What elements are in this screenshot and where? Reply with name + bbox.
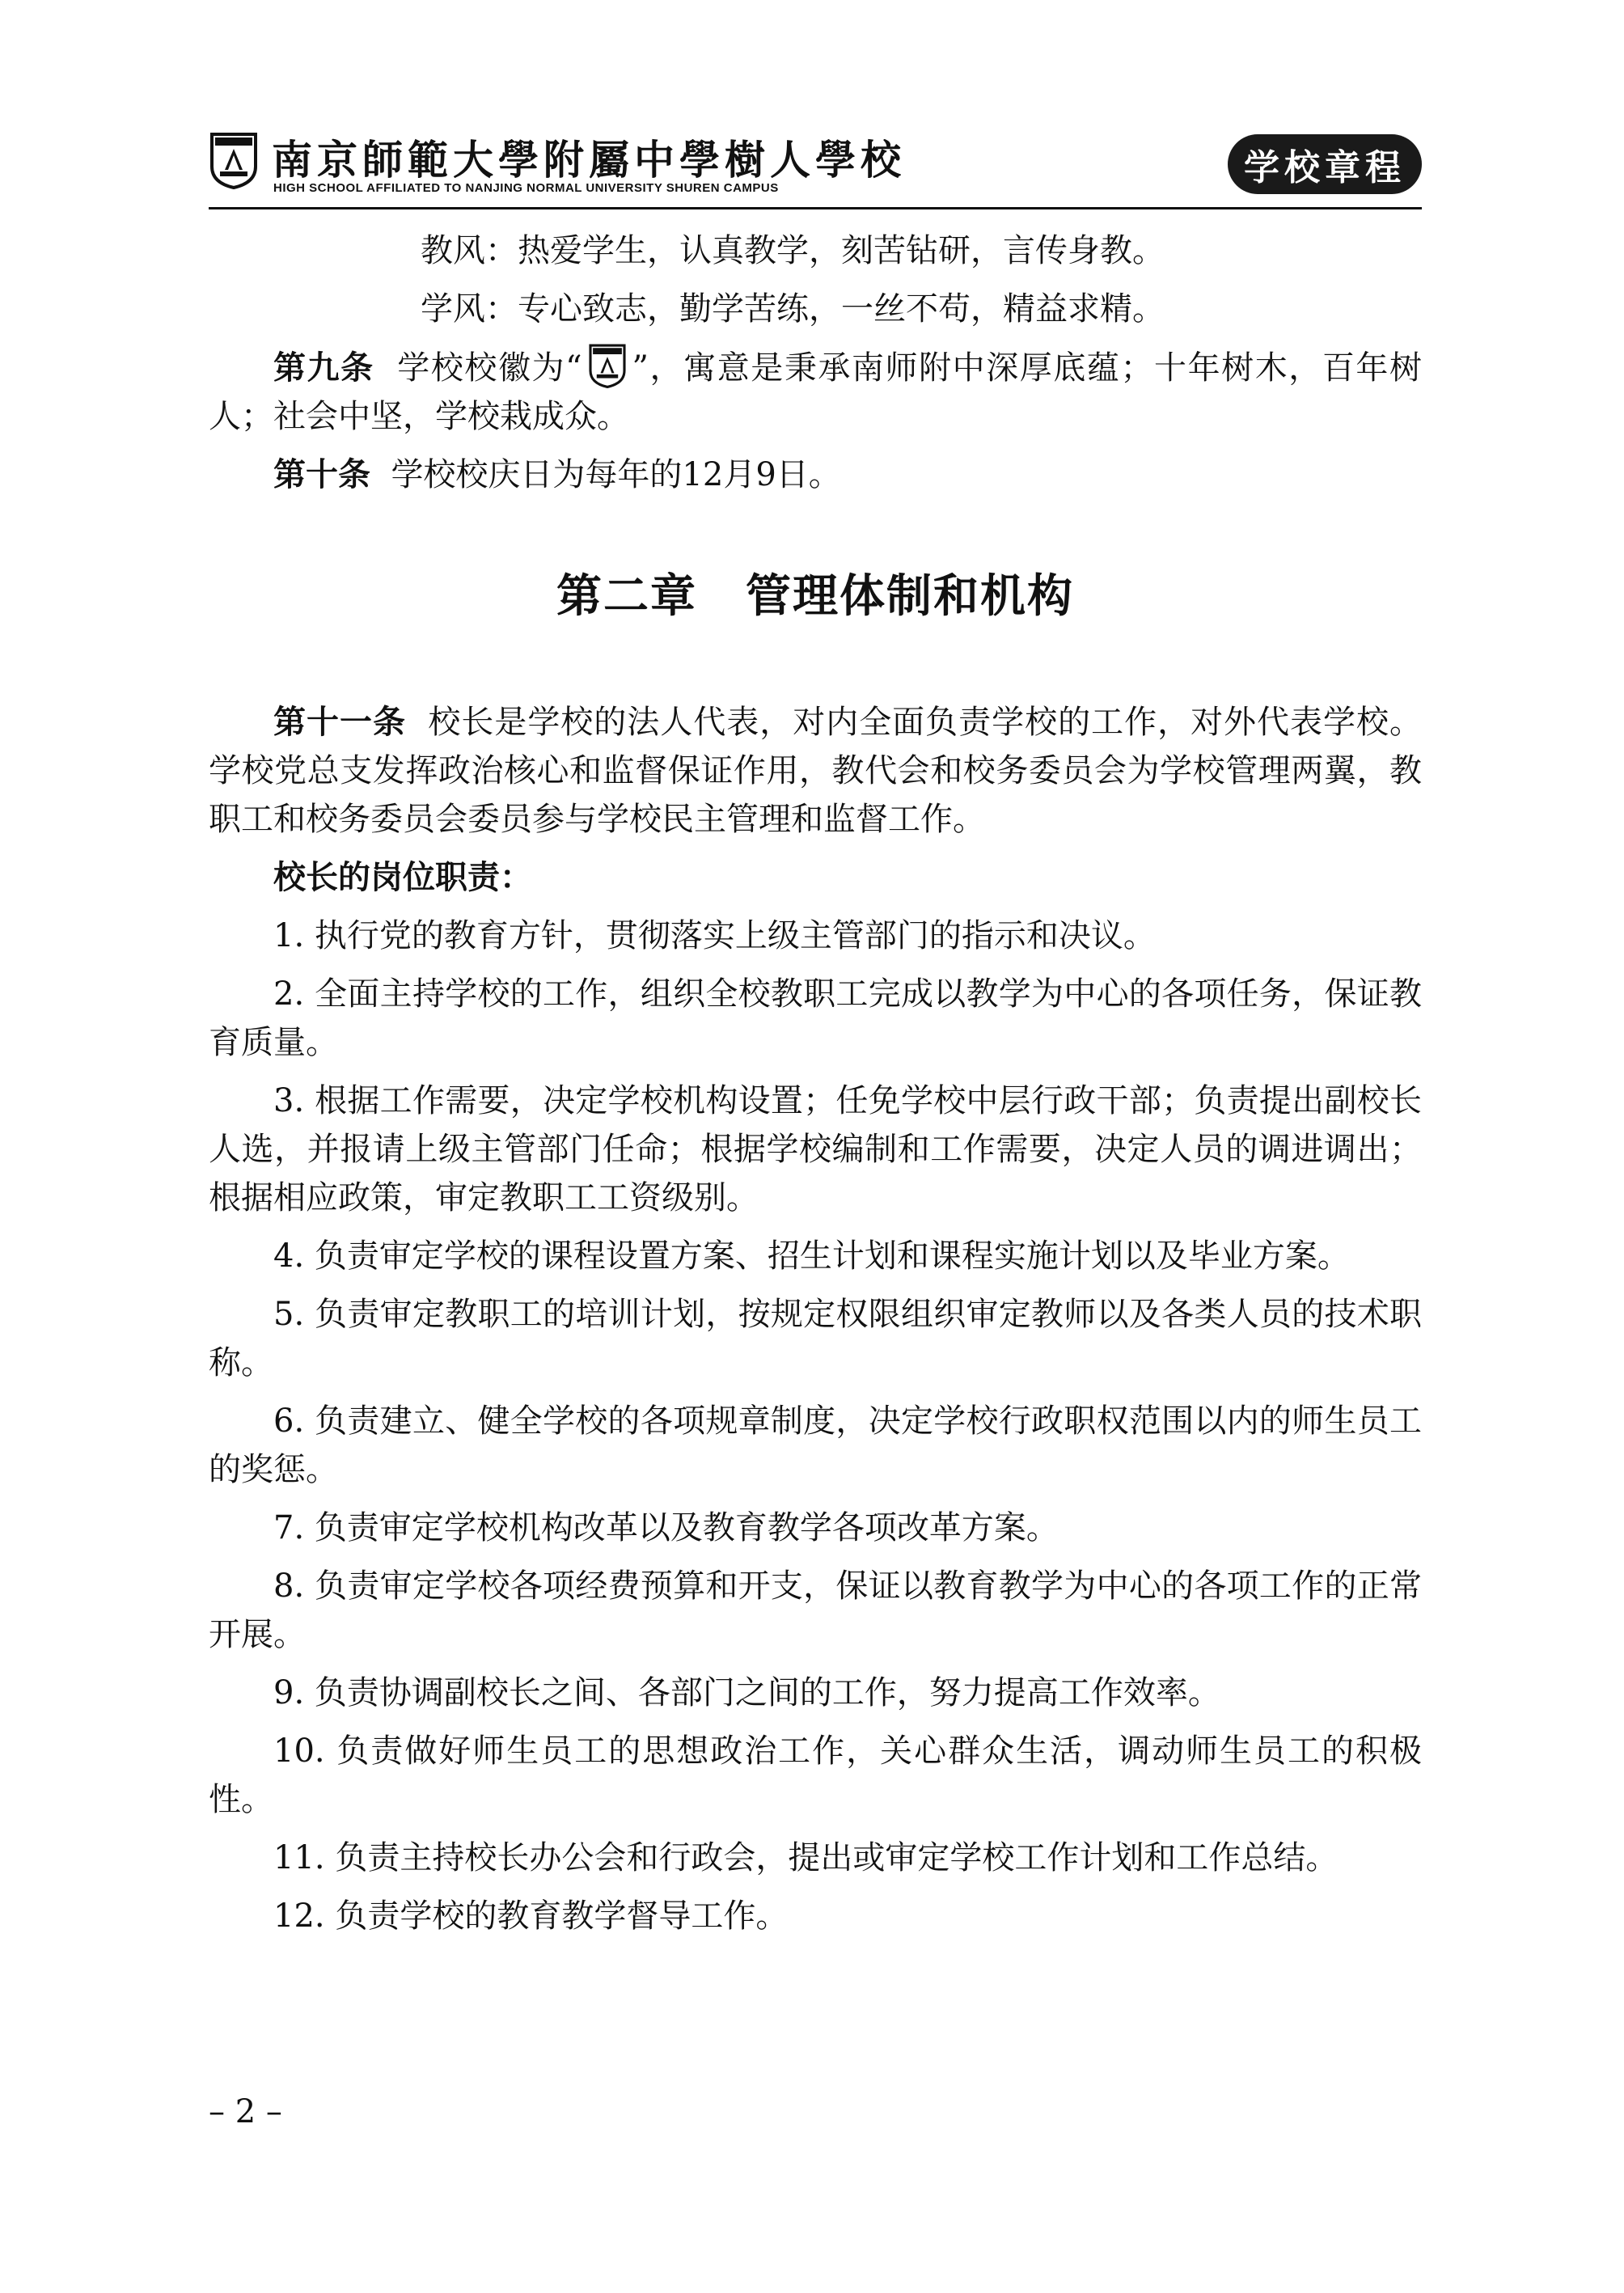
section-badge-label: 学校章程 bbox=[1244, 147, 1406, 188]
article-11 bbox=[209, 698, 1422, 844]
duty-item: 10. 负责做好师生员工的思想政治工作，关心群众生活，调动师生员工的积极性。 bbox=[209, 1732, 1422, 1818]
article-9-text-after: ”，寓意是秉承南师附中深厚底蕴；十年树木，百年树人；社会中坚，学校栽成众。 bbox=[209, 349, 1422, 435]
duty-item: 4. 负责审定学校的课程设置方案、招生计划和课程实施计划以及毕业方案。 bbox=[273, 1237, 1350, 1275]
article-9-text-before: 学校校徽为“ bbox=[397, 349, 582, 387]
chapter-title bbox=[209, 569, 1422, 623]
duty-item: 2. 全面主持学校的工作，组织全校教职工完成以教学为中心的各项任务，保证教育质量。 bbox=[209, 975, 1422, 1061]
page-header bbox=[209, 121, 1422, 210]
page-number: – 2 – bbox=[209, 2093, 282, 2130]
duty-item: 12. 负责学校的教育教学督导工作。 bbox=[273, 1897, 789, 1935]
duty-item: 11. 负责主持校长办公会和行政会，提出或审定学校工作计划和工作总结。 bbox=[273, 1839, 1339, 1876]
article-9-label: 第九条 bbox=[273, 349, 374, 387]
school-name-english: HIGH SCHOOL AFFILIATED TO NANJING NORMAL UNIVERSITY SHUREN CAMPUS bbox=[273, 181, 779, 195]
duty-item: 5. 负责审定教职工的培训计划，按规定权限组织审定教师以及各类人员的技术职称。 bbox=[209, 1296, 1422, 1381]
duty-item: 6. 负责建立、健全学校的各项规章制度，决定学校行政职权范围以内的师生员工的奖惩。 bbox=[209, 1402, 1422, 1488]
chapter-number: 第二章 bbox=[556, 569, 697, 623]
article-11-label: 第十一条 bbox=[273, 703, 406, 741]
study-style-line: 学风：专心致志，勤学苦练，一丝不苟，精益求精。 bbox=[421, 290, 1165, 328]
school-crest-icon bbox=[587, 343, 628, 388]
duty-item: 8. 负责审定学校各项经费预算和开支，保证以教育教学为中心的各项工作的正常开展。 bbox=[209, 1567, 1422, 1653]
duties-heading: 校长的岗位职责： bbox=[273, 858, 532, 896]
section-badge bbox=[1228, 134, 1422, 194]
document-body bbox=[209, 226, 1422, 1940]
duty-item: 7. 负责审定学校机构改革以及教育教学各项改革方案。 bbox=[273, 1509, 1059, 1546]
article-11-text: 校长是学校的法人代表，对内全面负责学校的工作，对外代表学校。学校党总支发挥政治核心和监督保证作用，教代会和校务委员会为学校管理两翼，教职工和校务委员会委员参与学校民主管理和监督工作。 bbox=[209, 704, 1422, 838]
header-divider bbox=[209, 207, 1422, 209]
article-9 bbox=[209, 343, 1422, 441]
duty-item: 1. 执行党的教育方针，贯彻落实上级主管部门的指示和决议。 bbox=[273, 917, 1156, 954]
chapter-name: 管理体制和机构 bbox=[746, 569, 1074, 623]
article-10 bbox=[209, 451, 1422, 499]
duty-item: 9. 负责协调副校长之间、各部门之间的工作，努力提高工作效率。 bbox=[273, 1674, 1220, 1711]
school-name-chinese: 南京師範大學附屬中學樹人學校 bbox=[272, 136, 906, 184]
article-10-label: 第十条 bbox=[273, 455, 370, 493]
school-crest-icon bbox=[209, 131, 259, 189]
article-10-text: 学校校庆日为每年的12月9日。 bbox=[391, 456, 841, 493]
duty-item: 3. 根据工作需要，决定学校机构设置；任免学校中层行政干部；负责提出副校长人选，并报请上级主管部门任命；根据学校编制和工作需要，决定人员的调进调出；根据相应政策，审定教职工工资级别。 bbox=[209, 1082, 1422, 1216]
teaching-style-line: 教风：热爱学生，认真教学，刻苦钻研，言传身教。 bbox=[421, 232, 1165, 269]
